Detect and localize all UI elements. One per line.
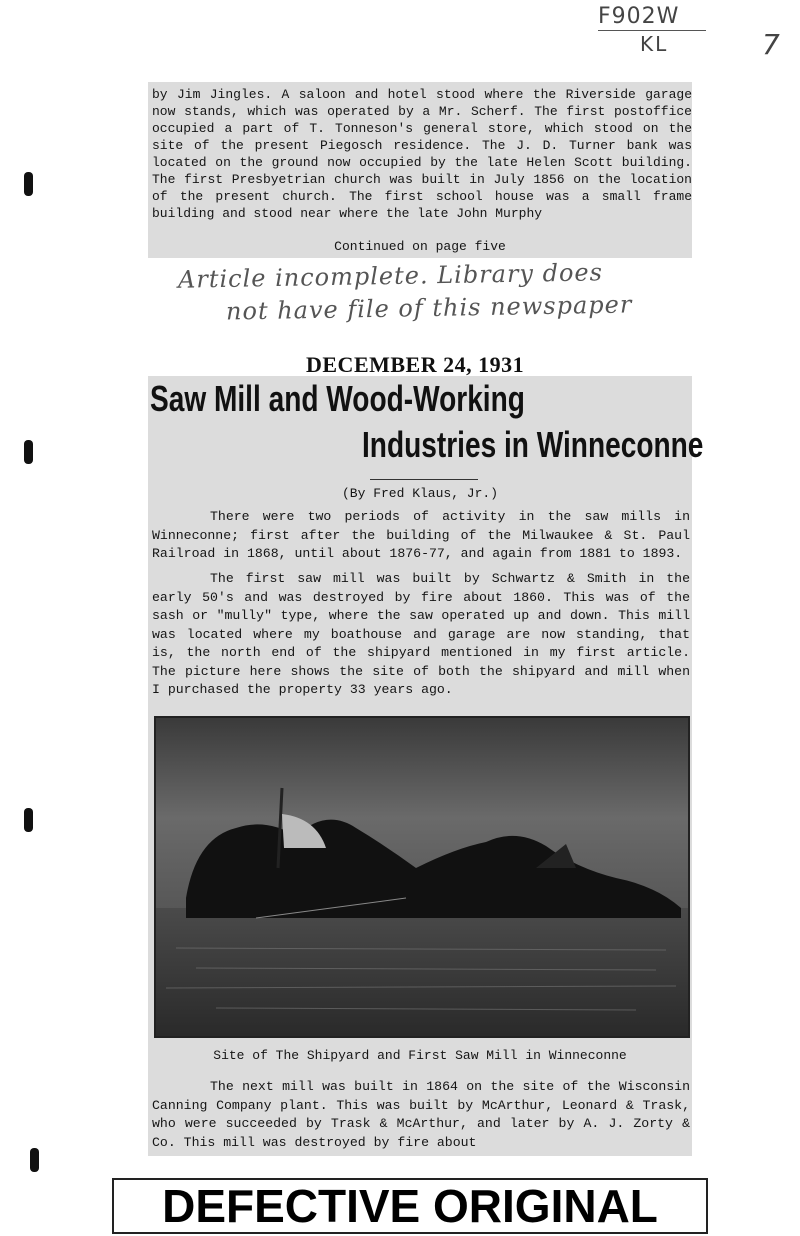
binder-hole [24, 172, 33, 196]
article-paragraph: The next mill was built in 1864 on the site of the Wisconsin Canning Company plant. This was built by McArthur, Leonard & Trask, who were succeeded by Trask & McArthur, and later by A. J. Zorty & Co. This mill was destroyed by fire about [152, 1079, 690, 1150]
divider [370, 479, 478, 480]
binder-hole [30, 1148, 39, 1172]
binder-hole [24, 808, 33, 832]
continued-note: Continued on page five [334, 239, 506, 254]
handwritten-note-line2: not have file of this newspaper [225, 290, 633, 326]
article-paragraph: The first saw mill was built by Schwartz & Smith in the early 50's and was destroyed by fire about 1860. This was of the sash or "mully" type, where the saw operated up and down. This mill was located where my boathouse and garage are now standing, that is, the north end of the shipyard mentioned in my first article. The picture here shows the site of both the shipyard and mill when I purchased the property 33 years ago. [152, 571, 690, 697]
article-paragraph: There were two periods of activity in the saw mills in Winneconne; first after the building of the Milwaukee & St. Paul Railroad in 1868, until about 1876-77, and again from 1881 to 1893. [152, 509, 690, 561]
clipping-fragment [148, 82, 692, 258]
catalog-initials: KL [640, 32, 669, 56]
byline: (By Fred Klaus, Jr.) [341, 486, 499, 501]
handwritten-note-line1: Article incomplete. Library does [177, 258, 604, 294]
article-date: DECEMBER 24, 1931 [306, 352, 525, 377]
defective-original-stamp: DEFECTIVE ORIGINAL [112, 1178, 708, 1234]
clipping-text: by Jim Jingles. A saloon and hotel stood where the Riverside garage now stands, which was operated by a Mr. Scherf. The first postoffice occupied a part of T. Tonneson's general store, which stood on the site of the present Piegosch residence. The J. D. Turner bank was located on the ground now occupied by the late Helen Scott building. The first Presbyetrian church was built in July 1856 on the location of the present church. The first school house was a small frame building and stood near where the late John Murphy [152, 87, 692, 221]
page-number: 7 [762, 28, 780, 61]
photo-caption: Site of The Shipyard and First Saw Mill in Winneconne [213, 1048, 627, 1063]
shipyard-photo [154, 716, 690, 1038]
photo-image [156, 718, 688, 1036]
binder-hole [24, 440, 33, 464]
headline-line2: Industries in Winneconne [362, 424, 704, 465]
catalog-code: F902W [598, 4, 679, 29]
headline-line1: Saw Mill and Wood-Working [150, 378, 525, 419]
